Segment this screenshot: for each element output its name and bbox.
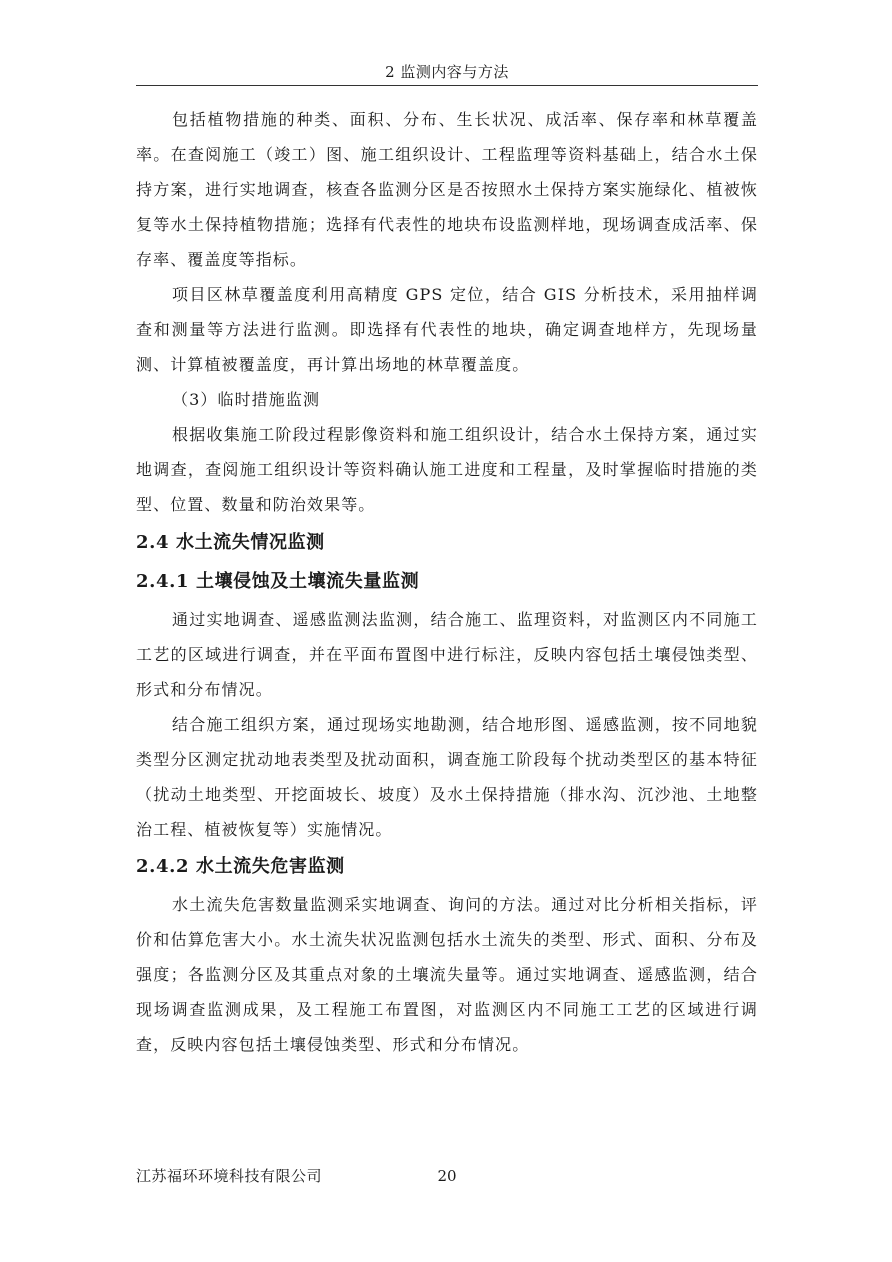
paragraph-erosion-survey: 通过实地调查、遥感监测法监测，结合施工、监理资料，对监测区内不同施工工艺的区域进行调查，并在平面布置图中进行标注，反映内容包括土壤侵蚀类型、形式和分布情况。 bbox=[136, 610, 758, 699]
paragraph-temporary-measures: 根据收集施工阶段过程影像资料和施工组织设计，结合水土保持方案，通过实地调查，查阅施工组织设计等资料确认施工进度和工程量，及时掌握临时措施的类型、位置、数量和防治效果等。 bbox=[136, 425, 758, 514]
section-heading-2-4-1: 2.4.1 土壤侵蚀及土壤流失量监测 bbox=[136, 571, 420, 592]
page-body bbox=[136, 102, 758, 1062]
subheading-temporary-measures: （3）临时措施监测 bbox=[172, 390, 321, 409]
paragraph-disturbance-survey: 结合施工组织方案，通过现场实地勘测，结合地形图、遥感监测，按不同地貌类型分区测定扰动地表类型及扰动面积，调查施工阶段每个扰动类型区的基本特征（扰动土地类型、开挖面坡长、坡度）及水土保持措施（排水沟、沉沙池、土地整治工程、植被恢复等）实施情况。 bbox=[136, 715, 758, 839]
footer-company: 江苏福环环境科技有限公司 bbox=[136, 1167, 323, 1185]
section-heading-2-4: 2.4 水土流失情况监测 bbox=[136, 532, 325, 553]
paragraph-plant-measures: 包括植物措施的种类、面积、分布、生长状况、成活率、保存率和林草覆盖率。在查阅施工（竣工）图、施工组织设计、工程监理等资料基础上，结合水土保持方案，进行实地调查，核查各监测分区是否按照水土保持方案实施绿化、植被恢复等水土保持植物措施；选择有代表性的地块布设监测样地，现场调查成活率、保存率、覆盖度等指标。 bbox=[136, 110, 758, 269]
running-header: 2 监测内容与方法 bbox=[385, 63, 509, 81]
paragraph-vegetation-coverage: 项目区林草覆盖度利用高精度 GPS 定位，结合 GIS 分析技术，采用抽样调查和测量等方法进行监测。即选择有代表性的地块，确定调查地样方，先现场量测、计算植被覆盖度，再计算出场地的林草覆盖度。 bbox=[136, 285, 758, 374]
page-number: 20 bbox=[437, 1167, 457, 1185]
section-heading-2-4-2: 2.4.2 水土流失危害监测 bbox=[136, 856, 345, 877]
paragraph-hazard-monitoring: 水土流失危害数量监测采实地调查、询问的方法。通过对比分析相关指标，评价和估算危害大小。水土流失状况监测包括水土流失的类型、形式、面积、分布及强度；各监测分区及其重点对象的土壤流失量等。通过实地调查、遥感监测，结合现场调查监测成果，及工程施工布置图，对监测区内不同施工工艺的区域进行调查，反映内容包括土壤侵蚀类型、形式和分布情况。 bbox=[136, 895, 758, 1054]
header-rule bbox=[136, 85, 758, 86]
